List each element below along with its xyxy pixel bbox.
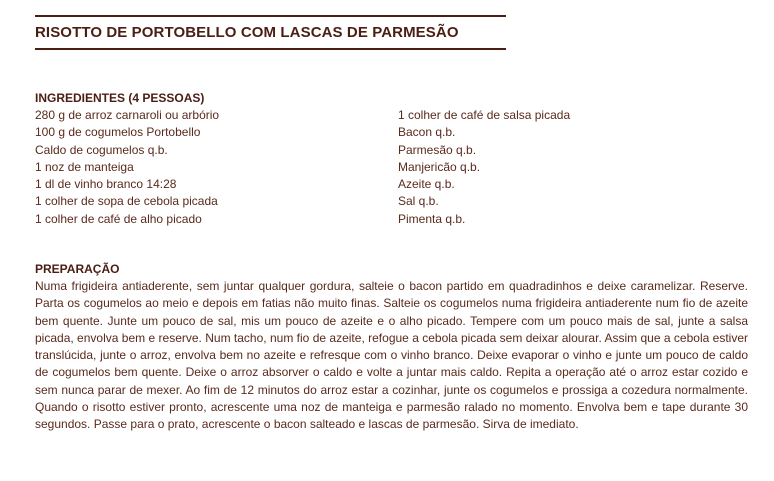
ingredient-item: Azeite q.b. [398,177,455,192]
ingredient-item: Pimenta q.b. [398,211,466,226]
ingredient-item: Parmesão q.b. [398,142,477,157]
recipe-title: RISOTTO DE PORTOBELLO COM LASCAS DE PARMESÃO [35,24,459,41]
preparation-heading: PREPARAÇÃO [35,262,120,276]
ingredients-list-left [35,107,219,228]
preparation-text: Numa frigideira antiaderente, sem juntar qualquer gordura, salteie o bacon partido em quadradinhos e deixe caramelizar. Reserve. Parta os cogumelos ao meio e depois em fatias não muito finas. Salteie os cogumelos numa frigideira antiaderente num fio de azeite bem quente. Junte um pouco de sal, mis um pouco de azeite e o alho picado. Tempere com um pouco mais de sal, junte a salsa picada, envolva bem e reserve. Num tacho, num fio de azeite, refogue a cebola picada sem deixar alourar. Assim que a cebola estiver translúcida, junte o arroz, envolva bem no azeite e refresque com o vinho branco. Deixe evaporar o vinho e junte um pouco de caldo de cogumelos bem quente. Deixe o arroz absorver o caldo e volte a juntar mais caldo. Repita a operação até o arroz estar cozido e sem nunca parar de mexer. Ao fim de 12 minutos do arroz estar a cozinhar, junte os cogumelos e prossiga a cozedura normalmente. Quando o risotto estiver pronto, acrescente uma noz de manteiga e parmesão ralado no momento. Envolva bem e tape durante 30 segundos. Passe para o prato, acrescente o bacon salteado e lascas de parmesão. Sirva de imediato. [35,279,748,432]
ingredients-heading: INGREDIENTES (4 PESSOAS) [35,91,205,105]
ingredient-item: 1 colher de café de alho picado [35,211,202,226]
ingredient-item: 1 colher de café de salsa picada [398,108,571,122]
ingredient-item: Manjericão q.b. [398,159,481,174]
ingredient-item: 1 noz de manteiga [35,159,134,174]
ingredient-item: Sal q.b. [398,194,439,209]
title-bottom-rule [35,48,506,50]
ingredient-item: Bacon q.b. [398,125,456,140]
ingredient-item: 280 g de arroz carnaroli ou arbório [35,108,220,122]
ingredient-item: Caldo de cogumelos q.b. [35,142,168,157]
title-top-rule [35,15,506,17]
ingredients-list-right [398,107,570,228]
ingredient-item: 100 g de cogumelos Portobello [35,125,201,140]
ingredient-item: 1 dl de vinho branco 14:28 [35,177,177,192]
ingredient-item: 1 colher de sopa de cebola picada [35,194,218,209]
